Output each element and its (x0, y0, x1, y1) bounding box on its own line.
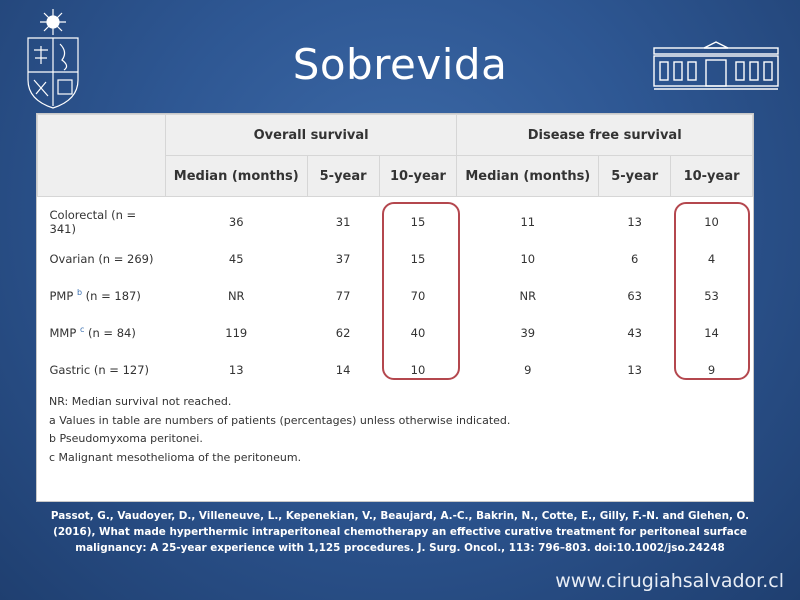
footnote: c Malignant mesothelioma of the peritoneum. (49, 450, 302, 464)
row-label-text: PMP (49, 288, 77, 303)
table-cell: 10 (410, 362, 426, 377)
row-label: Colorectal (n = 341) (49, 207, 137, 236)
sub-header: 10-year (671, 156, 753, 197)
table-cell: 15 (410, 214, 426, 229)
table-cell: 77 (335, 288, 351, 303)
group-header-overall: Overall survival (165, 115, 457, 156)
table-cell: 13 (228, 362, 244, 377)
survival-table (37, 114, 753, 388)
table-cell: 9 (707, 362, 716, 377)
table-cell: 31 (335, 214, 351, 229)
table-cell: NR (227, 288, 245, 303)
table-cell: 9 (524, 362, 532, 377)
footnote: a Values in table are numbers of patients (percentages) unless otherwise indicated. (49, 413, 511, 427)
table-cell: 10 (704, 214, 719, 229)
group-header-row (38, 115, 753, 156)
row-label (38, 277, 166, 314)
row-label-count: (n = 84) (84, 325, 136, 340)
table-cell: 36 (228, 214, 244, 229)
row-label: Gastric (n = 127) (49, 362, 150, 377)
table-footnotes (49, 393, 510, 467)
table-row (38, 197, 753, 241)
table-cell: NR (519, 288, 537, 303)
table-cell: 119 (225, 325, 248, 340)
table-cell: 15 (410, 251, 426, 266)
table-cell: 6 (630, 251, 639, 266)
table-cell: 10 (520, 251, 536, 266)
table-cell: 40 (410, 325, 426, 340)
survival-table-panel (36, 113, 754, 502)
group-header-disease-free: Disease free survival (457, 115, 753, 156)
table-row (38, 277, 753, 314)
sub-header: 5-year (599, 156, 671, 197)
sub-header: Median (months) (165, 156, 307, 197)
table-cell: 4 (707, 251, 716, 266)
table-cell: 13 (627, 214, 642, 229)
table-cell: 13 (627, 362, 642, 377)
table-cell: 14 (704, 325, 719, 340)
row-label-text: MMP (49, 325, 80, 340)
table-cell: 43 (627, 325, 642, 340)
row-label: Ovarian (n = 269) (49, 251, 154, 266)
footnote-marker: c (79, 325, 85, 335)
sub-header: Median (months) (457, 156, 599, 197)
table-cell: 53 (704, 288, 719, 303)
table-cell: 14 (335, 362, 351, 377)
table-row (38, 240, 753, 277)
table-cell: 37 (335, 251, 351, 266)
row-label (38, 314, 166, 351)
table-cell: 39 (520, 325, 536, 340)
table-cell: 45 (228, 251, 244, 266)
sub-header: 5-year (307, 156, 379, 197)
table-cell: 62 (335, 325, 351, 340)
footnote: NR: Median survival not reached. (49, 395, 232, 408)
table-cell: 11 (520, 214, 536, 229)
table-row (38, 314, 753, 351)
table-row (38, 351, 753, 388)
table-cell: 63 (627, 288, 642, 303)
table-cell: 70 (410, 288, 426, 303)
row-label-count: (n = 187) (82, 288, 141, 303)
corner-header-cell (38, 115, 166, 197)
slide-title: Sobrevida (292, 40, 508, 89)
sub-header: 10-year (379, 156, 457, 197)
footnote: b Pseudomyxoma peritonei. (49, 432, 203, 445)
footnote-marker: b (76, 288, 83, 298)
website-url: www.cirugiahsalvador.cl (555, 570, 784, 592)
citation: Passot, G., Vaudoyer, D., Villeneuve, L., Kepenekian, V., Beaujard, A.-C., Bakrin, N., Cotte, E., Gilly, F.-N. and Glehen, O. (2016), What made hyperthermic intraperitoneal chemotherapy an effective curative treatment for peritoneal surface malignancy: A 25-year experience with 1,125 procedures. J. Surg. Oncol., 113: 796–803. doi:10.1002/jso.24248 (50, 510, 750, 554)
